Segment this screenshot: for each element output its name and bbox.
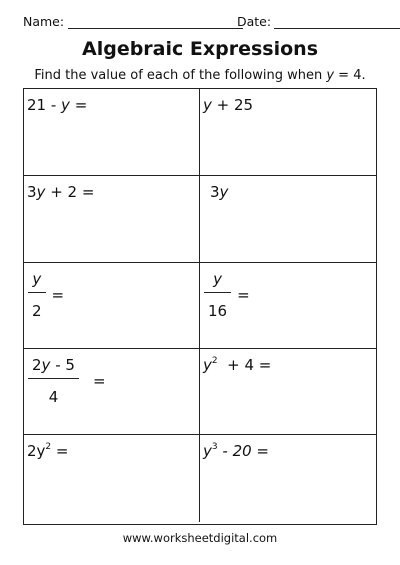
- fraction: [28, 270, 46, 320]
- problem-cell-2[interactable]: [200, 89, 376, 176]
- problem-cell-1[interactable]: [24, 89, 200, 176]
- problem-expression-4: 3y: [210, 183, 229, 201]
- problem-cell-8[interactable]: [200, 349, 376, 435]
- fraction-numerator: 2y - 5: [32, 356, 75, 374]
- problem-expression-10: $y^3 - 20$ =: [203, 442, 269, 460]
- problem-expression-6: [204, 270, 250, 320]
- fraction-denominator: 4: [48, 388, 59, 406]
- problem-cell-5[interactable]: [24, 263, 200, 349]
- fraction-denominator: 16: [208, 302, 228, 320]
- problem-expression-3: 3y + 2 =: [27, 183, 95, 201]
- equals-sign: =: [51, 286, 65, 304]
- problem-expression-7: [28, 356, 106, 406]
- date-label: Date:: [237, 14, 272, 29]
- problem-expression-9: $2y^2$ =: [27, 442, 69, 460]
- problem-expression-8: $y^2 + 4$ =: [203, 356, 272, 374]
- equals-sign: =: [237, 286, 250, 304]
- problem-cell-9[interactable]: [24, 435, 200, 522]
- footer-website: www.worksheetdigital.com: [122, 531, 278, 545]
- date-input-line[interactable]: [274, 28, 400, 29]
- problem-cell-6[interactable]: [200, 263, 376, 349]
- fraction: [204, 270, 231, 320]
- fraction-numerator: y: [32, 270, 42, 288]
- problem-expression-5: [28, 270, 64, 320]
- fraction-numerator: y: [213, 270, 222, 288]
- header-row: [23, 14, 379, 32]
- instructions-prefix: Find the value of each of the following when: [34, 68, 327, 83]
- name-label: Name:: [23, 14, 65, 29]
- instructions: [0, 68, 400, 83]
- fraction: [28, 356, 79, 406]
- name-input-line[interactable]: [68, 28, 243, 29]
- problem-grid: [23, 88, 377, 525]
- problem-expression-2: y + 25: [203, 96, 254, 114]
- instructions-suffix: = 4.: [334, 68, 366, 83]
- problem-cell-4[interactable]: [200, 176, 376, 263]
- instructions-variable: y: [326, 68, 335, 83]
- worksheet-title: Algebraic Expressions: [82, 38, 318, 60]
- problem-cell-3[interactable]: [24, 176, 200, 263]
- problem-cell-10[interactable]: [200, 435, 376, 522]
- equals-sign: =: [92, 372, 106, 390]
- problem-cell-7[interactable]: [24, 349, 200, 435]
- fraction-denominator: 2: [32, 302, 42, 320]
- problem-expression-1: 21 - y =: [27, 96, 88, 114]
